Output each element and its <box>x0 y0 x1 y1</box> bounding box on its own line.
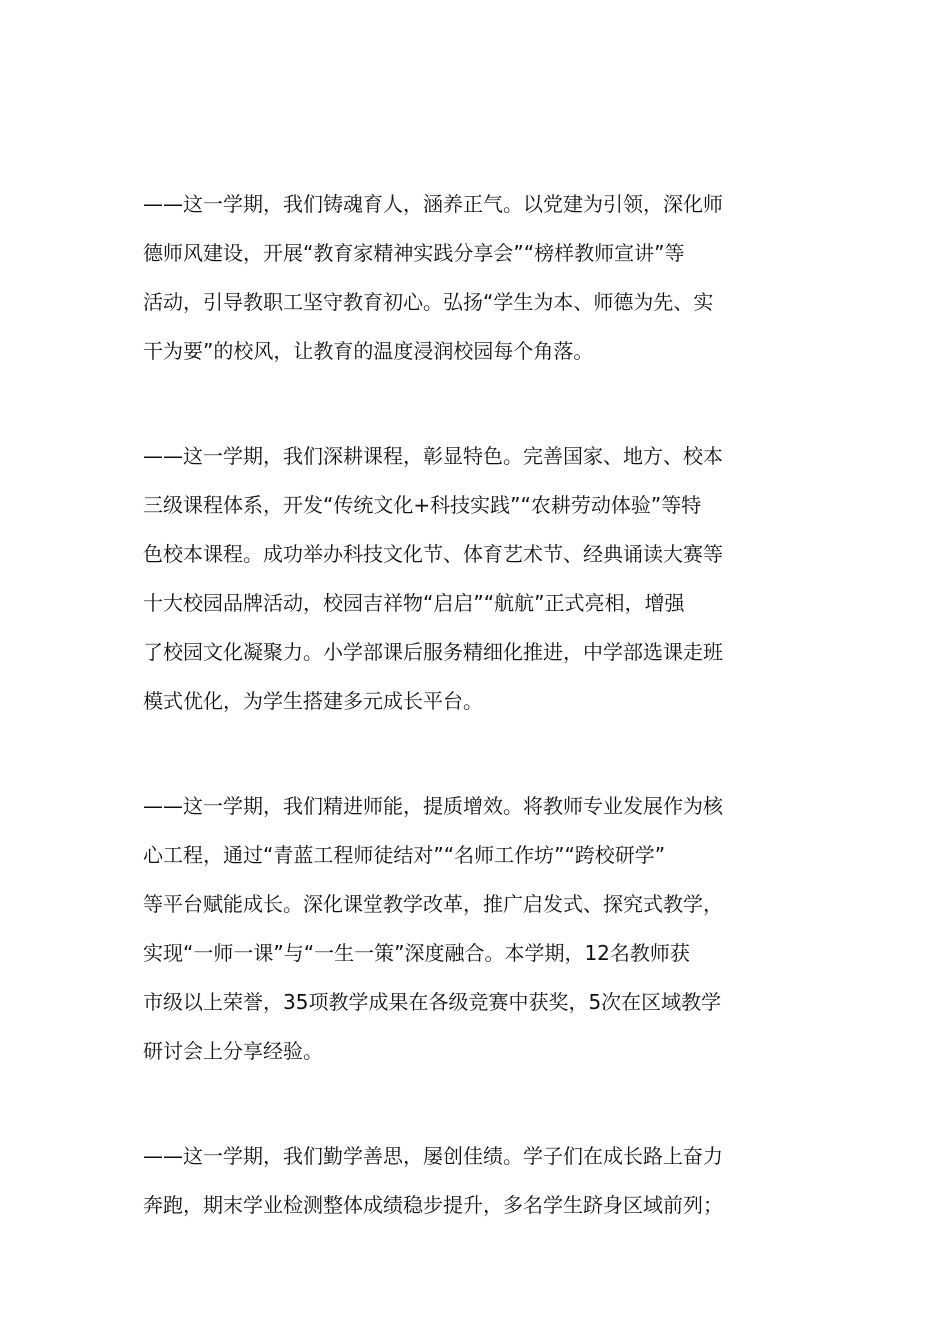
text-line: ——这一学期，我们深耕课程，彰显特色。完善国家、地方、校本 <box>143 444 723 468</box>
text-line: ——这一学期，我们铸魂育人，涵养正气。以党建为引领，深化师 <box>143 192 723 216</box>
text-line: ——这一学期，我们精进师能，提质增效。将教师专业发展作为核 <box>143 794 723 818</box>
paragraph-teacher-development <box>143 782 808 1076</box>
text-line: 模式优化，为学生搭建多元成长平台。 <box>143 689 483 713</box>
text-line: 实现“一师一课”与“一生一策”深度融合。本学期，12名教师获 <box>143 941 690 965</box>
text-line: 德师风建设，开展“教育家精神实践分享会”“榜样教师宣讲”等 <box>143 241 685 265</box>
text-line: 心工程，通过“青蓝工程师徒结对”“名师工作坊”“跨校研学” <box>143 843 666 867</box>
paragraph-curriculum <box>143 432 808 726</box>
text-line: 研讨会上分享经验。 <box>143 1039 323 1063</box>
paragraph-spacer <box>143 726 808 782</box>
paragraph-student-achievement <box>143 1132 808 1230</box>
text-line: 干为要”的校风，让教育的温度浸润校园每个角落。 <box>143 339 594 363</box>
paragraph-moral-education <box>143 180 808 376</box>
text-line: 市级以上荣誉，35项教学成果在各级竞赛中获奖，5次在区域教学 <box>143 990 722 1014</box>
text-line: 了校园文化凝聚力。小学部课后服务精细化推进，中学部选课走班 <box>143 640 723 664</box>
text-line: 三级课程体系，开发“传统文化+科技实践”“农耕劳动体验”等特 <box>143 493 702 517</box>
text-line: 色校本课程。成功举办科技文化节、体育艺术节、经典诵读大赛等 <box>143 542 723 566</box>
text-line: ——这一学期，我们勤学善思，屡创佳绩。学子们在成长路上奋力 <box>143 1144 723 1168</box>
text-line: 奔跑，期末学业检测整体成绩稳步提升，多名学生跻身区域前列； <box>143 1193 723 1217</box>
document-body <box>143 180 808 1230</box>
text-line: 活动，引导教职工坚守教育初心。弘扬“学生为本、师德为先、实 <box>143 290 714 314</box>
text-line: 十大校园品牌活动，校园吉祥物“启启”“航航”正式亮相，增强 <box>143 591 685 615</box>
paragraph-spacer <box>143 1076 808 1132</box>
text-line: 等平台赋能成长。深化课堂教学改革，推广启发式、探究式教学， <box>143 892 723 916</box>
paragraph-spacer <box>143 376 808 432</box>
